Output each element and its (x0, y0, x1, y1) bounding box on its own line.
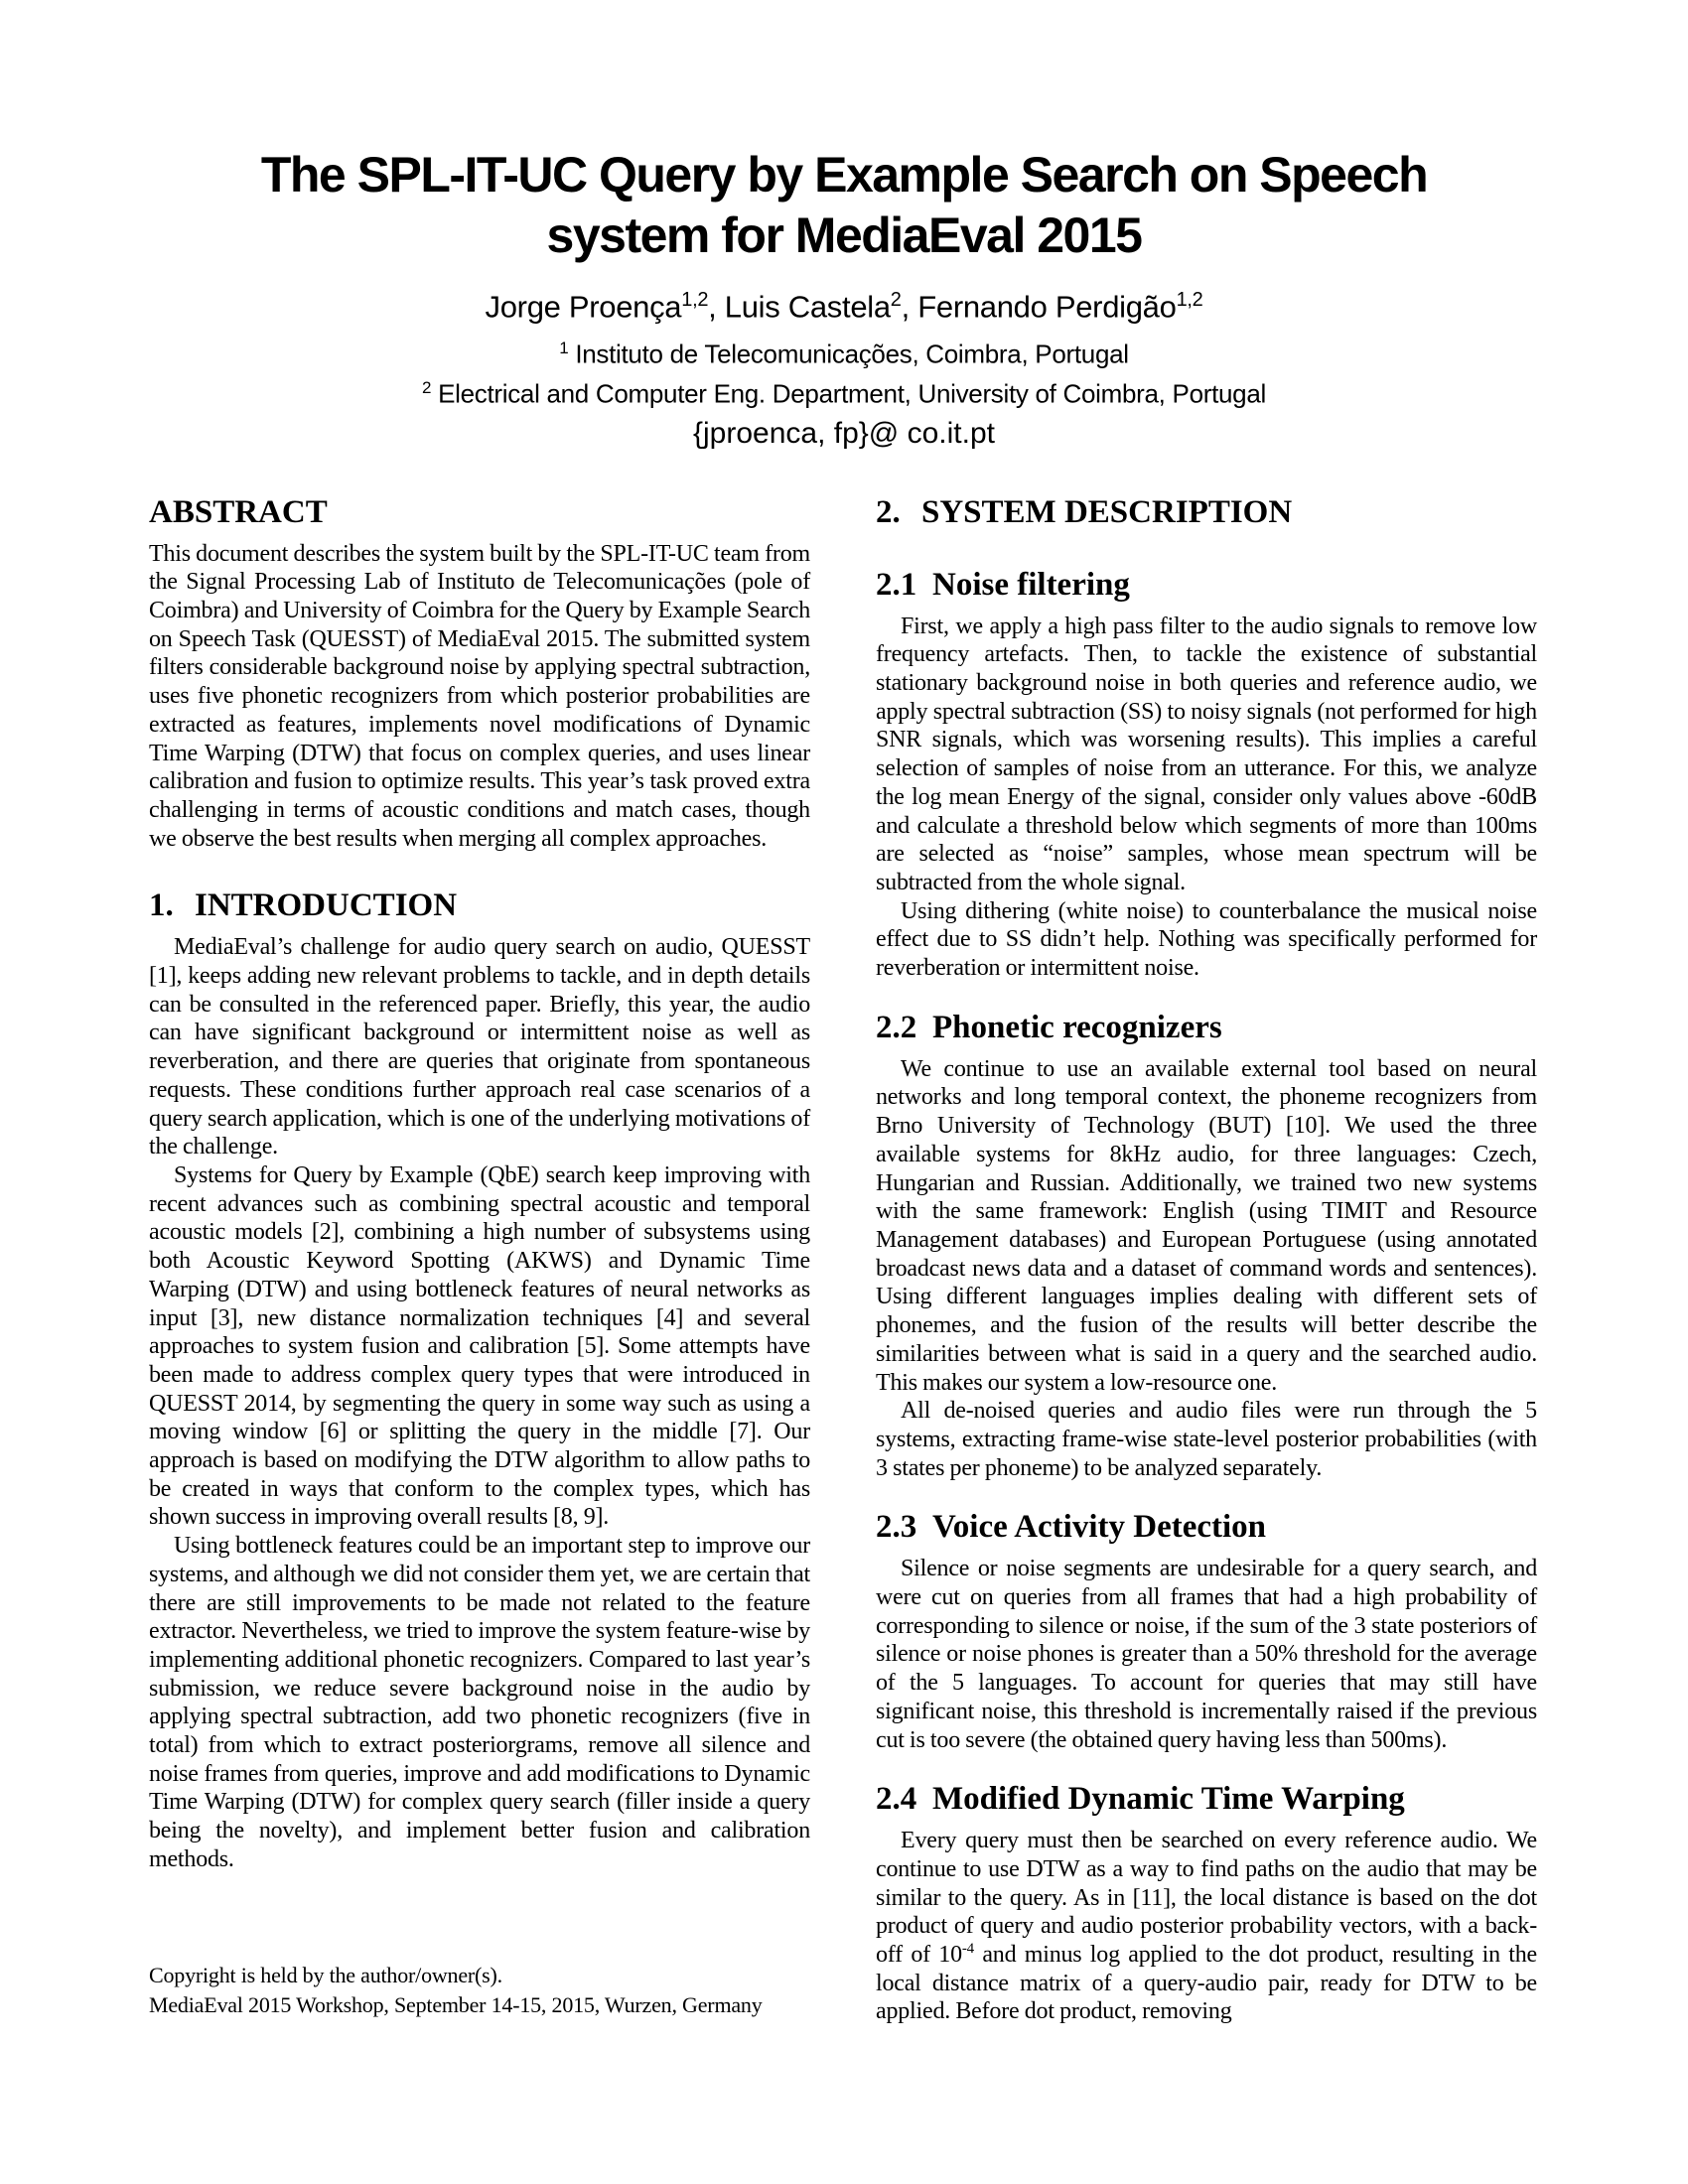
paragraph: Using bottleneck features could be an important step to improve our systems, and although we did not consider them yet, we are certain that there are still improvements to be made not related to the feature extractor. Nevertheless, we tried to improve the system feature-wise by implementing additional phonetic recognizers. Compared to last year’s submission, we reduce severe background noise in the audio by applying spectral subtraction, add two phonetic recognizers (five in total) from which to extract posteriorgrams, remove all silence and noise frames from queries, improve and add modifications to Dynamic Time Warping (DTW) for complex query search (filler inside a query being the novelty), and implement better fusion and calibration methods. (149, 1533, 810, 1872)
section-heading (149, 493, 810, 531)
title-line-2: system for MediaEval 2015 (546, 207, 1142, 263)
paragraph: This document describes the system built by the SPL-IT-UC team from the Signal Processing Lab of Instituto de Telecomunicações (pole of Coimbra) and University of Coimbra for the Query by Example Search on Speech Task (QUESST) of MediaEval 2015. The submitted system filters considerable background noise by applying spectral subtraction, uses five phonetic recognizers from which posterior probabilities are extracted as features, implements novel modifications of Dynamic Time Warping (DTW) that focus on complex queries, and uses linear calibration and fusion to optimize results. This year’s task proved extra challenging in terms of acoustic conditions and match cases, though we observe the best results when merging all complex approaches. (149, 540, 810, 852)
right-column (876, 493, 1537, 2024)
affiliation-2: $^2$ Electrical and Computer Eng. Department, University of Coimbra, Portugal (422, 377, 1266, 409)
superscript: 1 (559, 339, 569, 358)
paragraph: Silence or noise segments are undesirable for a query search, and were cut on queries from all frames that had a high probability of corresponding to silence or noise, if the sum of the 3 state posteriors of silence or noise phones is greater than a 50% threshold for the average of the 5 languages. To account for queries that may still have significant noise, this threshold is incrementally raised if the previous cut is too severe (the obtained query having less than 500ms). (876, 1556, 1537, 1753)
paper-header (0, 0, 1688, 452)
paragraph: Every query must then be searched on every reference audio. We continue to use DTW as a way to find paths on the audio that may be similar to the query. As in [11], the local distance is based on the dot product of query and audio posterior probability vectors, with a back-off of $10^{-4}$ and minus log applied to the dot product, resulting in the local distance matrix of a query-audio pair, ready for DTW to be applied. Before dot product, removing (876, 1828, 1537, 2025)
paragraph: Systems for Query by Example (QbE) search keep improving with recent advances such as combining spectral acoustic and temporal acoustic models [2], combining a high number of subsystems using both Acoustic Keyword Spotting (AKWS) and Dynamic Time Warping (DTW) and using bottleneck features of neural networks as input [3], new distance normalization techniques [4] and several approaches to system fusion and calibration [5]. Some attempts have been made to address complex query types that were introduced in QUESST 2014, by segmenting the query in some way such as using a moving window [6] or splitting the query in the middle [7]. Our approach is based on modifying the DTW algorithm to allow paths to be created in ways that conform to the complex types, which has shown success in improving overall results [8, 9]. (149, 1162, 810, 1531)
heading-number: 2.1 (876, 566, 917, 603)
heading-label: Voice Activity Detection (932, 1509, 1267, 1546)
heading-number: 2.2 (876, 1009, 917, 1045)
superscript: 2 (422, 377, 432, 397)
title-line-1: The SPL-IT-UC Query by Example Search on Speech (260, 147, 1428, 203)
authors-line: Jorge Proença$^{1,2}$, Luis Castela$^2$, Fernando Perdigão$^{1,2}$ (485, 289, 1203, 325)
paragraph: All de-noised queries and audio files were run through the 5 systems, extracting frame-wise state-level posterior probabilities (with 3 states per phoneme) to be analyzed separately. (876, 1398, 1537, 1481)
paragraph: MediaEval’s challenge for audio query search on audio, QUESST [1], keeps adding new relevant problems to tackle, and in depth details can be consulted in the referenced paper. Briefly, this year, the audio can have significant background or intermittent noise as well as reverberation, and there are queries that originate from spontaneous requests. These conditions further approach real case scenarios of a query search application, which is one of the underlying motivations of the challenge. (149, 934, 810, 1160)
heading-label: ABSTRACT (149, 493, 328, 530)
section-heading (876, 493, 1537, 531)
heading-number: 2. (876, 493, 901, 530)
left-column (149, 493, 810, 2024)
subsection-heading (876, 1780, 1537, 1818)
contact-email: {jproenca, fp}@ co.it.pt (693, 416, 995, 450)
copyright-line: Copyright is held by the author/owner(s). (149, 1962, 502, 1987)
heading-label: Phonetic recognizers (932, 1009, 1222, 1045)
two-column-body (0, 493, 1688, 2024)
page-title (0, 145, 1688, 266)
superscript: 2 (890, 289, 902, 311)
subsection-heading (876, 1009, 1537, 1046)
heading-label: SYSTEM DESCRIPTION (921, 493, 1293, 530)
subsection-heading (876, 566, 1537, 604)
subsection-heading (876, 1508, 1537, 1546)
paragraph: We continue to use an available external tool based on neural networks and long temporal context, the phoneme recognizers from Brno University of Technology (BUT) [10]. We used the three available systems for 8kHz audio, for three languages: Czech, Hungarian and Russian. Additionally, we trained two new systems with the same framework: English (using TIMIT and Resource Management databases) and European Portuguese (using annotated broadcast news data and a dataset of command words and sentences). Using different languages implies dealing with different sets of phonemes, and the fusion of the results will better describe the similarities between what is said in a query and the searched audio. This makes our system a low-resource one. (876, 1055, 1537, 1396)
section-heading (149, 887, 810, 924)
copyright-line: MediaEval 2015 Workshop, September 14-15, 2015, Wurzen, Germany (149, 1991, 763, 2017)
paragraph: First, we apply a high pass filter to the audio signals to remove low frequency artefacts. Then, to tackle the existence of substantial stationary background noise in both queries and reference audio, we apply spectral subtraction (SS) to noisy signals (not performed for high SNR signals, which was worsening results). This implies a careful selection of samples of noise from an utterance. For this, we analyze the log mean Energy of the signal, consider only values above -60dB and calculate a threshold below which segments of more than 100ms are selected as “noise” samples, whose mean spectrum will be subtracted from the whole signal. (876, 613, 1537, 895)
superscript: -4 (961, 1941, 974, 1958)
superscript: 1,2 (681, 289, 709, 311)
heading-number: 2.3 (876, 1509, 917, 1546)
heading-label: Modified Dynamic Time Warping (932, 1781, 1405, 1818)
heading-number: 1. (149, 887, 174, 924)
heading-label: INTRODUCTION (195, 887, 458, 924)
affiliation-1: $^1$ Instituto de Telecomunicações, Coimbra, Portugal (559, 339, 1129, 369)
copyright-note (149, 1961, 810, 2024)
superscript: 1,2 (1176, 289, 1203, 311)
heading-label: Noise filtering (932, 566, 1130, 603)
heading-number: 2.4 (876, 1781, 917, 1818)
paragraph: Using dithering (white noise) to counterbalance the musical noise effect due to SS didn’t help. Nothing was specifically performed for reverberation or intermittent noise. (876, 897, 1537, 982)
